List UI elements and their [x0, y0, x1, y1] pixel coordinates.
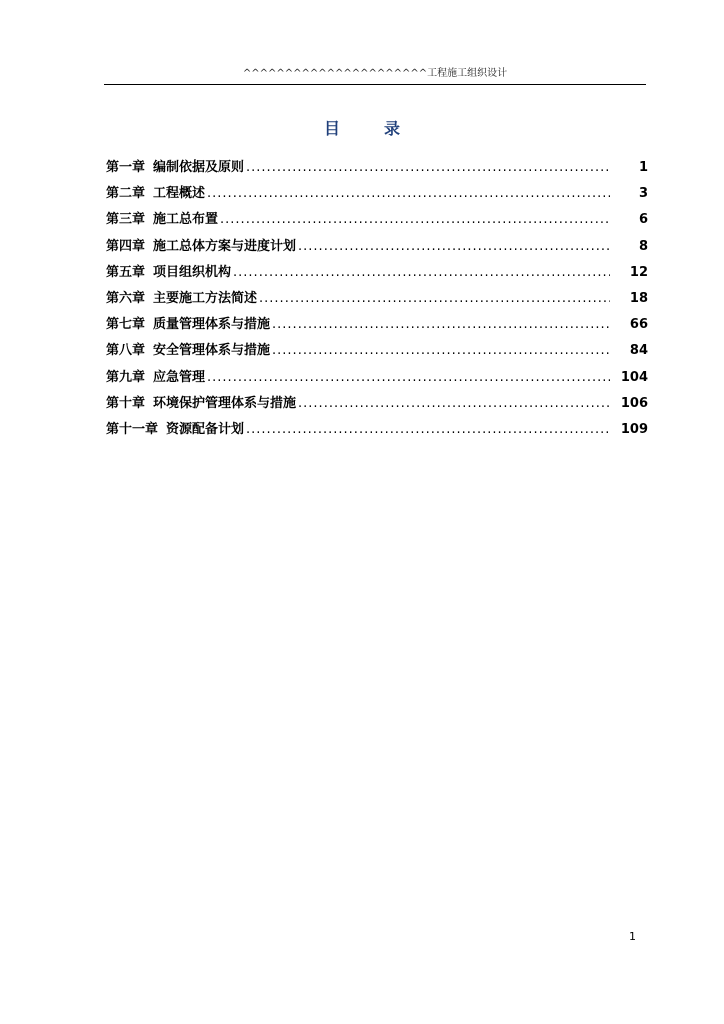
- toc-entry-number: 第七章: [106, 317, 146, 333]
- toc-entry-number: 第九章: [106, 369, 146, 385]
- toc-entry-title: 施工总体方案与进度计划: [153, 238, 297, 254]
- page-header: ^^^^^^^^^^^^^^^^^^^^^^工程施工组织设计: [242, 68, 508, 79]
- toc-entry[interactable]: [106, 261, 654, 287]
- header-rule: [104, 84, 646, 85]
- toc-entry-title: 施工总布置: [153, 212, 219, 228]
- toc-entry-page: 106: [620, 395, 648, 411]
- toc-entry-number: 第二章: [106, 186, 146, 202]
- toc-entry-page: 18: [629, 290, 648, 306]
- toc-leader-dots: [246, 422, 610, 437]
- toc-entry-page: 104: [620, 369, 648, 385]
- toc-entry-title: 环境保护管理体系与措施: [153, 395, 297, 411]
- toc-entry-page: 3: [638, 186, 648, 202]
- toc-entry-number: 第五章: [106, 264, 146, 280]
- toc-title: [0, 116, 724, 139]
- toc-leader-dots: [207, 186, 610, 201]
- toc-entry-title: 工程概述: [153, 186, 206, 202]
- toc-entry-page: 12: [629, 264, 648, 280]
- toc-entry-title: 项目组织机构: [153, 264, 232, 280]
- toc-entry-number: 第四章: [106, 238, 146, 254]
- toc-leader-dots: [246, 160, 610, 175]
- toc-entry[interactable]: [106, 235, 654, 261]
- toc-title-left: 目: [323, 119, 340, 138]
- toc-leader-dots: [272, 343, 610, 358]
- toc-leader-dots: [272, 317, 610, 332]
- toc-entry-title: 安全管理体系与措施: [153, 343, 271, 359]
- toc-entry[interactable]: [106, 392, 654, 418]
- footer-page-number: 1: [629, 930, 636, 943]
- toc-entry[interactable]: [106, 418, 654, 444]
- toc-entry-number: 第六章: [106, 290, 146, 306]
- toc-entry-page: 1: [638, 160, 648, 175]
- toc-entry-number: 第一章: [106, 160, 146, 175]
- toc-leader-dots: [259, 291, 610, 306]
- toc-entry-number: 第十章: [106, 395, 146, 411]
- toc-entry[interactable]: [106, 339, 654, 365]
- toc-entry[interactable]: [106, 313, 654, 339]
- toc-entry-title: 资源配备计划: [166, 421, 245, 437]
- toc-entry-number: 第十一章: [106, 421, 159, 437]
- toc-leader-dots: [233, 265, 610, 280]
- toc-entry-page: 84: [629, 343, 648, 359]
- table-of-contents: [106, 156, 654, 444]
- toc-entry-title: 应急管理: [153, 369, 206, 385]
- toc-leader-dots: [207, 370, 610, 385]
- toc-entry-number: 第八章: [106, 343, 146, 359]
- toc-entry-page: 8: [638, 238, 648, 254]
- toc-entry[interactable]: [106, 182, 654, 208]
- toc-entry-page: 66: [629, 317, 648, 333]
- toc-entry-title: 质量管理体系与措施: [153, 317, 271, 333]
- toc-entry-page: 109: [620, 421, 648, 437]
- toc-leader-dots: [298, 396, 610, 411]
- toc-leader-dots: [298, 239, 610, 254]
- toc-entry[interactable]: [106, 156, 654, 182]
- toc-leader-dots: [220, 212, 610, 227]
- toc-entry[interactable]: [106, 287, 654, 313]
- toc-entry[interactable]: [106, 366, 654, 392]
- toc-entry-number: 第三章: [106, 212, 146, 228]
- toc-entry[interactable]: [106, 208, 654, 234]
- toc-title-right: 录: [384, 119, 401, 138]
- toc-entry-title: 编制依据及原则: [153, 160, 245, 175]
- toc-entry-page: 6: [638, 212, 648, 228]
- toc-entry-title: 主要施工方法简述: [153, 290, 258, 306]
